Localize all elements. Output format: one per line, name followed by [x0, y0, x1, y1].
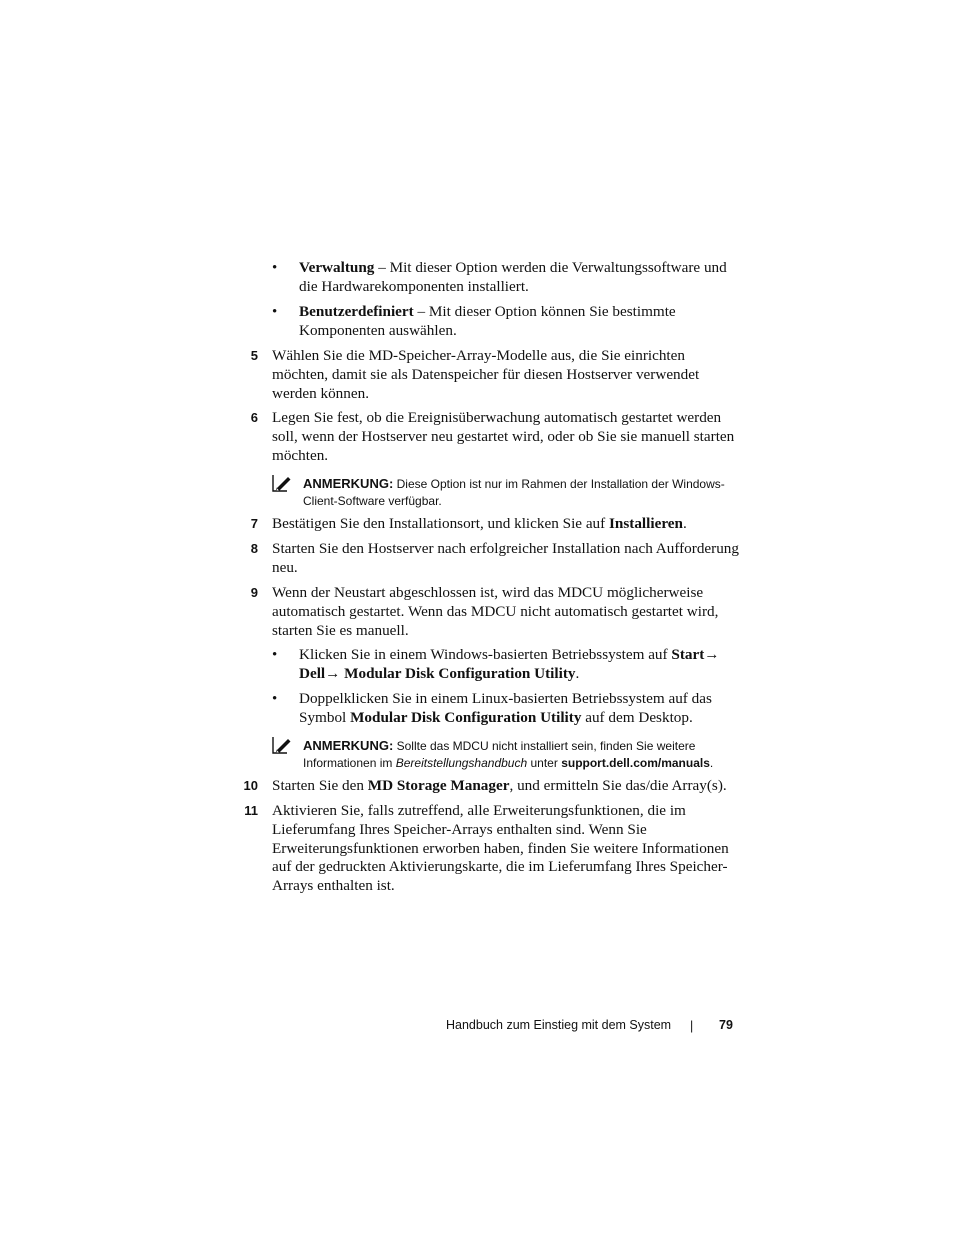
bullet-mark: •: [272, 691, 278, 707]
step-number: 7: [250, 516, 258, 531]
footer-title: Handbuch zum Einstieg mit dem System: [446, 1018, 672, 1032]
page-number: 79: [719, 1018, 733, 1032]
step-number: 11: [244, 803, 258, 818]
support-url: support.dell.com/manuals: [561, 756, 710, 770]
note-mdcu-not-installed: [303, 737, 743, 772]
option-verwaltung: [299, 259, 745, 297]
note-text: Sollte das MDCU nicht installiert sein, finden Sie weitere Informationen im: [303, 739, 696, 770]
bullet-mark: •: [272, 647, 278, 663]
mdcu-menu-label: Modular Disk Configuration Utility: [340, 664, 576, 682]
option-benutzerdefiniert: [299, 303, 745, 341]
step-9-text: Wenn der Neustart abgeschlossen ist, wird das MDCU möglicherweise automatisch gestartet. Wenn das MDCU nicht automatisch gestartet wird, starten Sie es manuell.: [272, 584, 719, 639]
step-8-text: Starten Sie den Hostserver nach erfolgreicher Installation nach Aufforderung neu.: [272, 540, 739, 576]
punctuation: .: [709, 756, 714, 770]
installieren-label: Installieren: [609, 515, 683, 532]
mdcu-symbol-label: Modular Disk Configuration Utility: [350, 708, 582, 726]
instruction-text: Doppelklicken Sie in einem Linux-basierten Betriebssystem auf das Symbol: [299, 690, 712, 726]
arrow-icon: →: [704, 646, 720, 663]
note-label: ANMERKUNG:: [303, 476, 394, 491]
linux-start-instruction: [299, 690, 745, 728]
instruction-text: Klicken Sie in einem Windows-basierten Betriebssystem auf: [299, 646, 672, 663]
option-description: – Mit dieser Option werden die Verwaltungssoftware und die Hardwarekomponenten installiert.: [299, 259, 727, 295]
punctuation: .: [575, 664, 580, 682]
dell-menu-label: Dell: [299, 664, 326, 682]
handbook-title: Bereitstellungshandbuch: [395, 756, 528, 770]
step-7-text: [272, 515, 742, 534]
punctuation: .: [683, 515, 687, 532]
step-number: 6: [250, 410, 258, 425]
step-number: 9: [250, 585, 258, 600]
step-number: 5: [250, 348, 258, 363]
option-label: Verwaltung: [299, 259, 375, 276]
step-text-end: , und ermitteln Sie das/die Array(s).: [509, 777, 727, 794]
note-text: Diese Option ist nur im Rahmen der Installation der Windows-Client-Software verfügbar.: [303, 477, 725, 508]
step-number: 10: [243, 778, 258, 793]
start-menu-label: Start: [671, 646, 705, 663]
option-label: Benutzerdefiniert: [299, 303, 414, 320]
windows-start-instruction: [299, 646, 745, 684]
step-text: Bestätigen Sie den Installationsort, und klicken Sie auf: [272, 515, 610, 532]
step-6-text: Legen Sie fest, ob die Ereignisüberwachung automatisch gestartet werden soll, wenn der Hostserver neu gestartet wird, oder ob Sie sie manuell starten möchten.: [272, 409, 735, 464]
option-description: – Mit dieser Option können Sie bestimmte Komponenten auswählen.: [299, 303, 676, 339]
step-5-text: Wählen Sie die MD-Speicher-Array-Modelle aus, die Sie einrichten möchten, damit sie als Datenspeicher für diesen Hostserver verwendet werden können.: [272, 347, 700, 402]
bullet-mark: •: [272, 260, 278, 276]
step-10-text: [272, 777, 742, 796]
note-label: ANMERKUNG:: [303, 738, 394, 753]
note-client-software: [303, 475, 743, 510]
step-number: 8: [250, 541, 258, 556]
md-storage-manager-label: MD Storage Manager: [367, 777, 510, 794]
pencil-note-icon: [272, 474, 292, 492]
footer-separator: |: [690, 1019, 694, 1033]
note-text: unter: [527, 756, 562, 770]
step-text: Starten Sie den: [272, 777, 368, 794]
arrow-icon: →: [325, 664, 341, 682]
pencil-note-icon: [272, 736, 292, 754]
instruction-text-end: auf dem Desktop.: [581, 708, 693, 726]
step-11-text: Aktivieren Sie, falls zutreffend, alle Erweiterungsfunktionen, die im Lieferumfang Ihres Speicher-Arrays enthalten sind. Wenn Sie Erweiterungsfunktionen erworben haben, finden Sie weitere Informationen auf der gedruckten Aktivierungskarte, die im Lieferumfang Ihres Speicher-Arrays enthalten ist.: [272, 802, 729, 895]
bullet-mark: •: [272, 304, 278, 320]
